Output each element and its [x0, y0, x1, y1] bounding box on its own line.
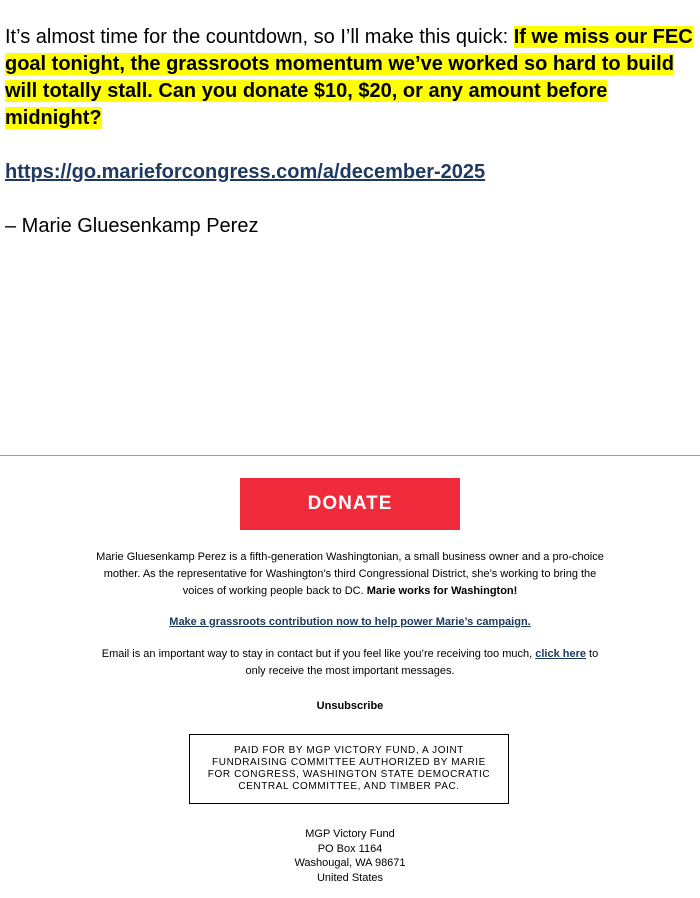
- bio-paragraph: [95, 549, 605, 600]
- address-line: United States: [316, 871, 384, 884]
- address-line: MGP Victory Fund: [305, 828, 395, 840]
- email-text-end: to only receive the most important messages.: [245, 648, 599, 677]
- appeal-intro: It’s almost time for the countdown, so I’ll make this quick:: [5, 26, 514, 48]
- paid-for-disclaimer: PAID FOR BY MGP VICTORY FUND, A JOINT FUNDRAISING COMMITTEE AUTHORIZED BY MARIE FOR CONGRESS, WASHINGTON STATE DEMOCRATIC CENTRAL COMMITTEE, AND TIMBER PAC.: [189, 734, 509, 804]
- click-here-link[interactable]: click here: [535, 648, 586, 660]
- address-line: PO Box 1164: [317, 842, 383, 855]
- mailing-address: [95, 827, 605, 885]
- email-body: [5, 24, 697, 240]
- donation-link[interactable]: https://go.marieforcongress.com/a/december-2025: [5, 161, 486, 183]
- donate-button[interactable]: DONATE: [240, 478, 460, 530]
- unsubscribe-link[interactable]: Unsubscribe: [316, 700, 384, 712]
- bio-bold: Marie works for Washington!: [366, 585, 518, 597]
- email-preferences-text: [95, 646, 605, 680]
- appeal-highlight: If we miss our FEC goal tonight, the grassroots momentum we’ve worked so hard to build will totally stall. Can you donate $10, $20, or any amount before midnight?: [5, 26, 693, 129]
- appeal-paragraph: [5, 24, 697, 132]
- email-text: Email is an important way to stay in contact but if you feel like you’re receiving too much,: [101, 648, 536, 660]
- bio-text: Marie Gluesenkamp Perez is a fifth-generation Washingtonian, a small business owner and a pro-choice mother. As the representative for Washington’s third Congressional District, she’s working to bring the voices of working people back to DC.: [96, 551, 604, 597]
- address-line: Washougal, WA 98671: [294, 857, 406, 869]
- contribute-link[interactable]: Make a grassroots contribution now to help power Marie’s campaign.: [169, 616, 531, 628]
- divider: [0, 455, 700, 456]
- signature: – Marie Gluesenkamp Perez: [5, 215, 259, 237]
